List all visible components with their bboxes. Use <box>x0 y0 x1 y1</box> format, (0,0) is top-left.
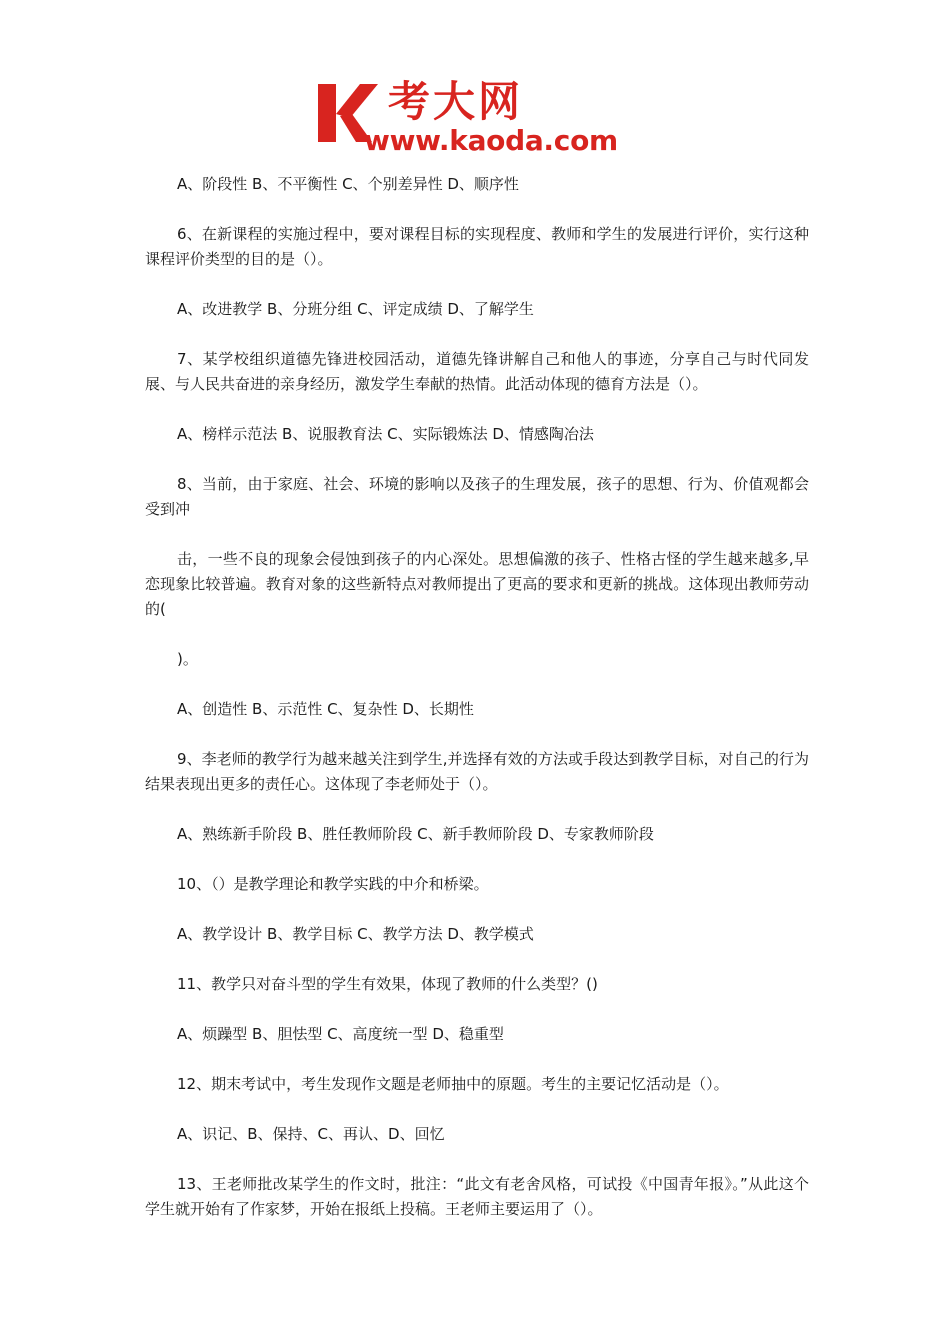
logo-url: www.kaoda.com <box>364 124 618 157</box>
document-body <box>145 172 809 1222</box>
answer-options-12: A、识记、B、保持、C、再认、D、回忆 <box>177 1125 445 1143</box>
answer-options-5: A、阶段性 B、不平衡性 C、个别差异性 D、顺序性 <box>177 175 519 193</box>
logo-name: 考大网 <box>388 77 524 126</box>
answer-options-7: A、榜样示范法 B、说服教育法 C、实际锻炼法 D、情感陶冶法 <box>177 425 594 443</box>
answer-options-9: A、熟练新手阶段 B、胜任教师阶段 C、新手教师阶段 D、专家教师阶段 <box>177 825 654 843</box>
question-10: 10、（）是教学理论和教学实践的中介和桥梁。 <box>177 875 489 893</box>
kaoda-logo <box>316 77 646 160</box>
question-13: 13、王老师批改某学生的作文时，批注：“此文有老舍风格，可试投《中国青年报》。”从此这个学生就开始有了作家梦，开始在报纸上投稿。王老师主要运用了（）。 <box>145 1175 809 1218</box>
answer-options-6: A、改进教学 B、分班分组 C、评定成绩 D、了解学生 <box>177 300 534 318</box>
question-6: 6、在新课程的实施过程中，要对课程目标的实现程度、教师和学生的发展进行评价，实行这种课程评价类型的目的是（）。 <box>145 225 809 268</box>
answer-options-8: A、创造性 B、示范性 C、复杂性 D、长期性 <box>177 700 474 718</box>
answer-options-10: A、教学设计 B、教学目标 C、教学方法 D、教学模式 <box>177 925 534 943</box>
question-12: 12、期末考试中，考生发现作文题是老师抽中的原题。考生的主要记忆活动是（）。 <box>177 1075 729 1093</box>
question-8-part-3: )。 <box>177 650 198 668</box>
question-7: 7、某学校组织道德先锋进校园活动，道德先锋讲解自己和他人的事迹，分享自己与时代同发展、与人民共奋进的亲身经历，激发学生奉献的热情。此活动体现的德育方法是（）。 <box>145 350 809 393</box>
question-11: 11、教学只对奋斗型的学生有效果，体现了教师的什么类型？() <box>177 975 598 993</box>
question-8-part-1: 8、当前，由于家庭、社会、环境的影响以及孩子的生理发展，孩子的思想、行为、价值观都会受到冲 <box>145 475 809 518</box>
question-8-part-2: 击，一些不良的现象会侵蚀到孩子的内心深处。思想偏激的孩子、性格古怪的学生越来越多,早恋现象比较普遍。教育对象的这些新特点对教师提出了更高的要求和更新的挑战。这体现出教师劳动的( <box>145 550 809 618</box>
question-9: 9、李老师的教学行为越来越关注到学生,并选择有效的方法或手段达到教学目标，对自己的行为结果表现出更多的责任心。这体现了李老师处于（）。 <box>145 750 809 793</box>
answer-options-11: A、烦躁型 B、胆怯型 C、高度统一型 D、稳重型 <box>177 1025 504 1043</box>
